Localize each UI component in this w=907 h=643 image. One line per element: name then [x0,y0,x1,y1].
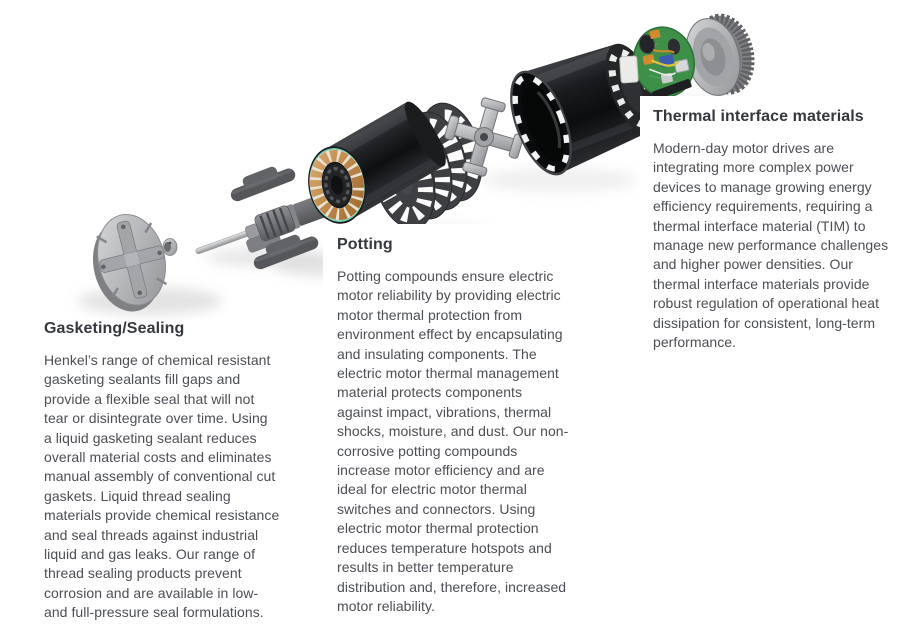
section-gasketing [44,320,316,623]
thermal-title: Thermal interface materials [653,108,864,125]
gasketing-body: Henkel’s range of chemical resistant gasketing sealants fill gaps and provide a flexible seal that will not tear or disintegrate over time. Using a liquid gasketing sealant reduces overall material costs and eliminates manual assembly of conventional cut gaskets. Liquid thread sealing materials provide chemical resistance and seal threads against industrial liquid and gas leaks. Our range of thread sealing products prevent corrosion and are available in low- and full-pressure seal formulations. [44,352,280,621]
thermal-body: Modern-day motor drives are integrating more complex power devices to manage growing energy efficiency requirements, requiring a thermal interface material (TIM) to manage new performance challenges and higher power densities. Our thermal interface materials provide robust regulation of operational heat dissipation for consistent, long-term performance. [653,140,889,351]
potting-body: Potting compounds ensure electric motor reliability by providing electric motor thermal protection from environment effect by encapsulating and insulating components. The electric motor thermal management material protects components against impact, vibrations, thermal shocks, moisture, and dust. Our non- corrosive potting compounds increase motor efficiency and are ideal for electric motor thermal switches and connectors. Using electric motor thermal protection reduces temperature hotspots and results in better temperature distribution and, therefore, increased motor reliability. [337,268,569,614]
shaft-nut [163,239,177,256]
potting-title: Potting [337,236,393,253]
section-thermal [640,96,907,352]
section-potting [323,224,619,616]
rubber-mount-pad-upper [226,160,297,204]
gasketing-title: Gasketing/Sealing [44,320,185,337]
